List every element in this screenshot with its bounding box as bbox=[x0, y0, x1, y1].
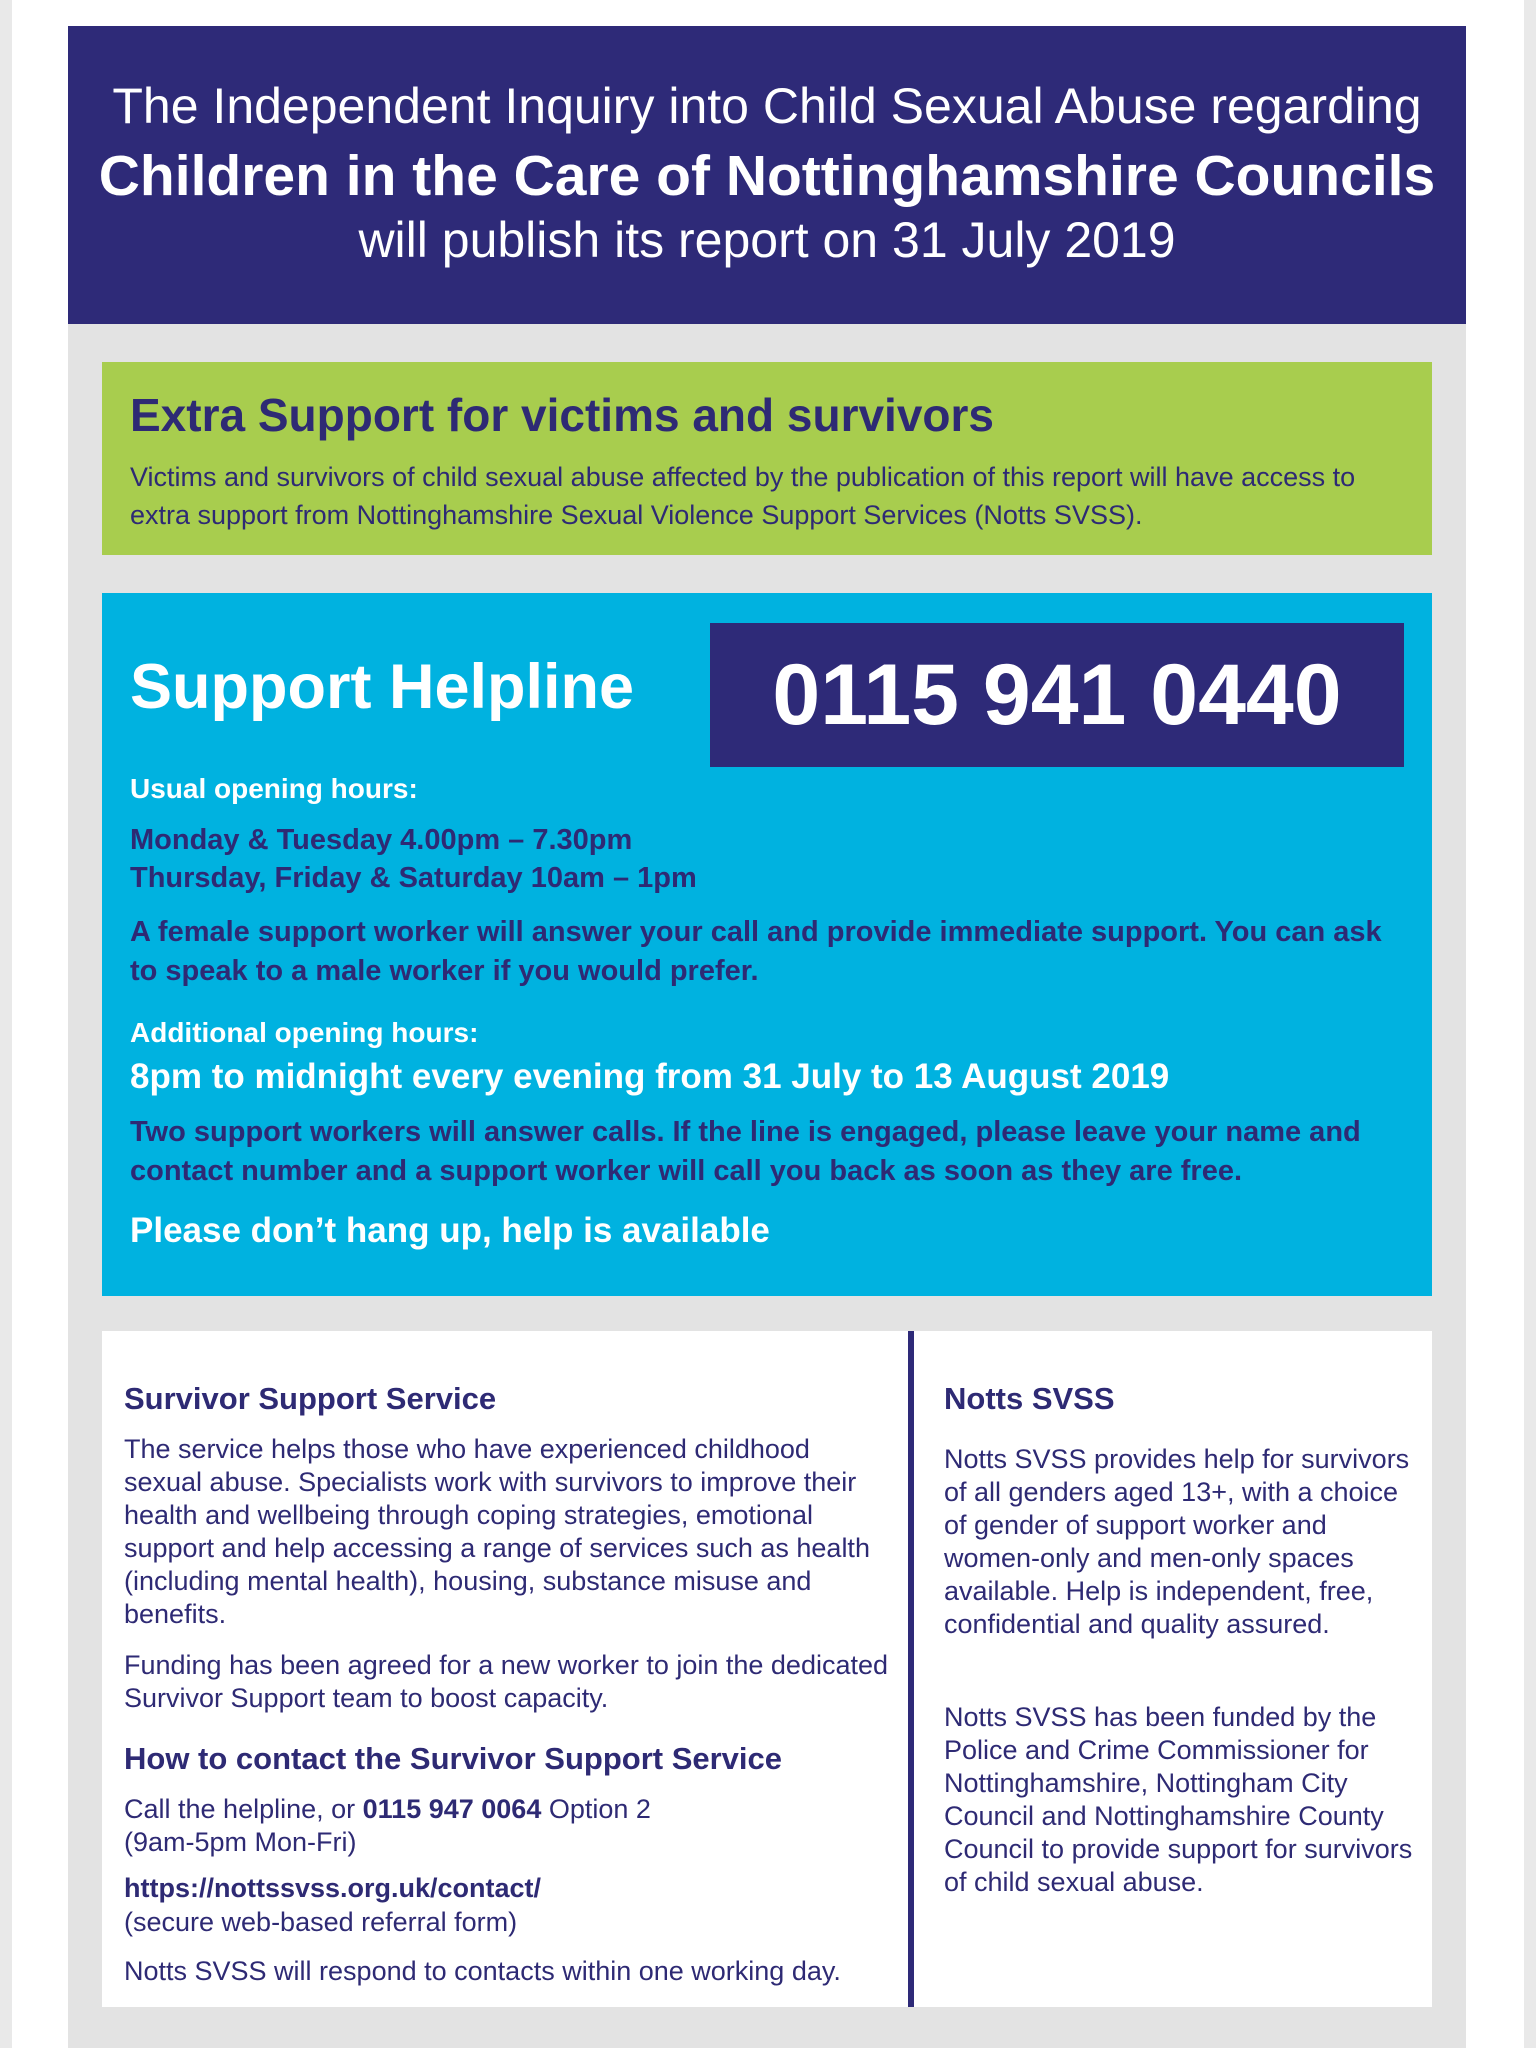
column-divider bbox=[908, 1331, 914, 2007]
usual-hours-label: Usual opening hours: bbox=[130, 773, 418, 804]
notts-svss-title: Notts SVSS bbox=[944, 1381, 1115, 1416]
header-line-1: The Independent Inquiry into Child Sexual Abuse regarding bbox=[112, 78, 1422, 134]
contact-suffix: Option 2 bbox=[541, 1794, 651, 1824]
notts-svss-para-1: Notts SVSS provides help for survivors of all genders aged 13+, with a choice of gender of support worker and women-only and men-only spaces available. Help is independent, free, confidential and quality assured. bbox=[944, 1444, 1410, 1639]
header-line-3: will publish its report on 31 July 2019 bbox=[358, 212, 1176, 268]
additional-hours: 8pm to midnight every evening from 31 July to 13 August 2019 bbox=[130, 1057, 1170, 1096]
contact-hours: (9am-5pm Mon-Fri) bbox=[124, 1827, 357, 1857]
two-workers-note: Two support workers will answer calls. If the line is engaged, please leave your name and contact number and a support worker will call you back as soon as they are free. bbox=[130, 1116, 1361, 1187]
helpline-title: Support Helpline bbox=[130, 652, 634, 722]
usual-hours-line-2: Thursday, Friday & Saturday 10am – 1pm bbox=[130, 862, 697, 894]
helpline-phone-number[interactable]: 0115 941 0440 bbox=[710, 623, 1404, 767]
notts-svss-para-2: Notts SVSS has been funded by the Police and Crime Commissioner for Nottinghamshire, Nottingham City Council and Nottinghamshire County Council to provide support for survivors of child sexual abuse. bbox=[944, 1702, 1413, 1897]
contact-prefix: Call the helpline, or bbox=[124, 1794, 363, 1824]
info-panel bbox=[102, 1331, 1432, 2007]
extra-support-panel bbox=[102, 362, 1432, 555]
header-banner bbox=[68, 26, 1466, 324]
extra-support-body: Victims and survivors of child sexual abuse affected by the publication of this report will have access to extra support from Nottinghamshire Sexual Violence Support Services (Notts SVSS). bbox=[130, 462, 1356, 530]
contact-title: How to contact the Survivor Support Service bbox=[124, 1741, 783, 1776]
contact-url-note: (secure web-based referral form) bbox=[124, 1907, 518, 1937]
contact-url-link[interactable]: https://nottssvss.org.uk/contact/ bbox=[124, 1873, 542, 1903]
helpline-panel bbox=[102, 593, 1432, 1296]
page-edge-left bbox=[0, 0, 12, 2048]
poster bbox=[68, 26, 1466, 2048]
page-edge-right bbox=[1524, 0, 1536, 2048]
header-line-2: Children in the Care of Nottinghamshire Councils bbox=[98, 144, 1436, 208]
extra-support-title: Extra Support for victims and survivors bbox=[130, 389, 995, 441]
female-worker-note: A female support worker will answer your call and provide immediate support. You can ask to speak to a male worker if you would prefer. bbox=[130, 916, 1382, 987]
contact-phone-number[interactable]: 0115 947 0064 bbox=[362, 1794, 542, 1824]
additional-hours-label: Additional opening hours: bbox=[130, 1017, 479, 1048]
dont-hang-up-message: Please don’t hang up, help is available bbox=[130, 1211, 770, 1250]
survivor-support-para-1: The service helps those who have experienced childhood sexual abuse. Specialists work with survivors to improve their health and wellbeing through coping strategies, emotional support and help accessing a range of services such as health (including mental health), housing, substance misuse and benefits. bbox=[124, 1434, 870, 1629]
response-time-note: Notts SVSS will respond to contacts within one working day. bbox=[124, 1956, 841, 1986]
survivor-support-title: Survivor Support Service bbox=[124, 1381, 497, 1416]
survivor-support-para-2: Funding has been agreed for a new worker to join the dedicated Survivor Support team to boost capacity. bbox=[124, 1650, 889, 1713]
contact-line bbox=[124, 1793, 894, 1826]
usual-hours-line-1: Monday & Tuesday 4.00pm – 7.30pm bbox=[130, 824, 633, 856]
